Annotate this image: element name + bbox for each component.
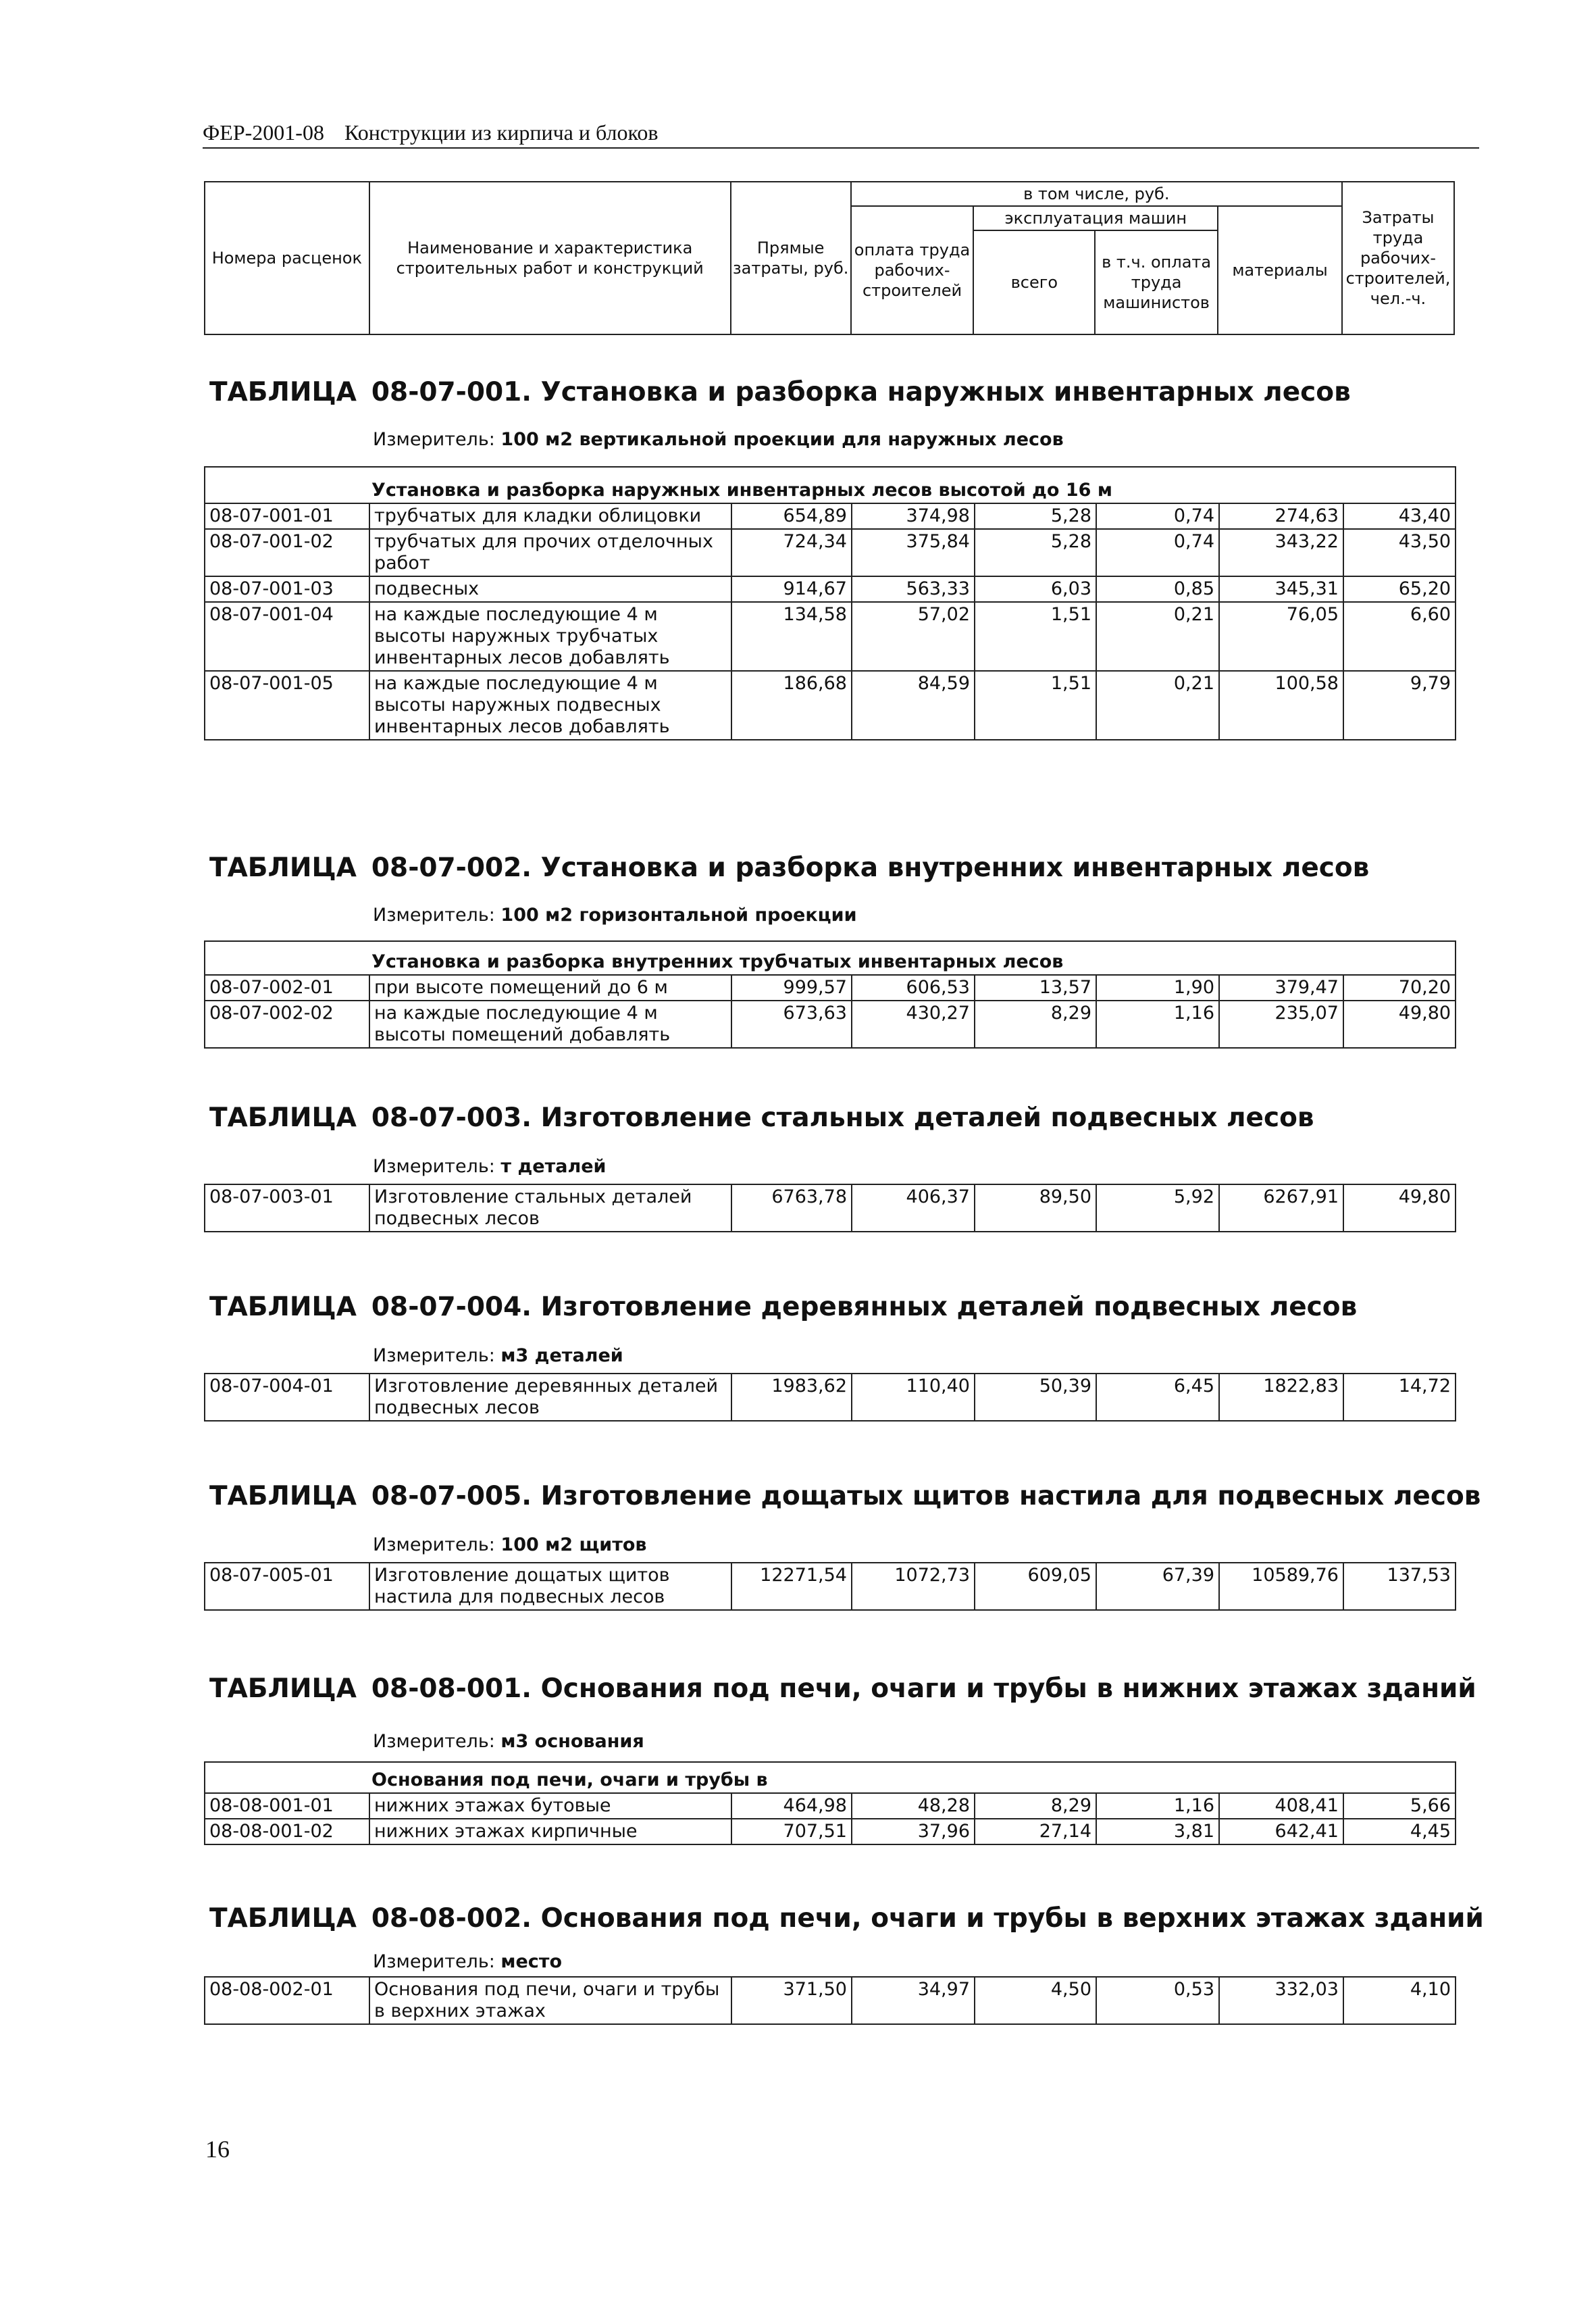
labor: 49,80 — [1343, 1001, 1456, 1048]
meter — [373, 428, 1455, 451]
driver-wages: 0,74 — [1096, 503, 1219, 529]
col-total-header: всего — [973, 230, 1095, 334]
machines-total: 27,14 — [975, 1819, 1096, 1844]
meter-label: Измеритель: — [373, 1731, 495, 1752]
table-row — [205, 671, 1456, 740]
wages: 374,98 — [852, 503, 975, 529]
rates-table — [204, 940, 1456, 1049]
rate-code: 08-08-001-01 — [205, 1793, 369, 1819]
meter-value: м3 деталей — [500, 1345, 623, 1366]
section-title — [209, 851, 1455, 885]
col-name-header: Наименование и характеристика строительных работ и конструкций — [369, 182, 731, 334]
wages: 84,59 — [852, 671, 975, 740]
table-label: ТАБЛИЦА — [209, 1674, 357, 1704]
table-row — [205, 1001, 1456, 1048]
meter — [373, 904, 1455, 927]
table-label: ТАБЛИЦА — [209, 853, 357, 883]
table-id: 08-07-005. — [371, 1481, 532, 1511]
meter — [373, 1730, 1455, 1753]
direct-cost: 1983,62 — [731, 1374, 852, 1421]
rate-name: Изготовление стальных деталей подвесных лесов — [369, 1184, 731, 1232]
materials: 1822,83 — [1219, 1374, 1343, 1421]
rate-name: нижних этажах кирпичные — [369, 1819, 731, 1844]
meter-value: 100 м2 вертикальной проекции для наружных лесов — [500, 429, 1064, 450]
driver-wages: 0,74 — [1096, 529, 1219, 576]
rate-code: 08-07-005-01 — [205, 1563, 369, 1610]
col-code-header: Номера расценок — [205, 182, 369, 334]
table-id: 08-07-004. — [371, 1292, 532, 1322]
machines-total: 4,50 — [975, 1977, 1096, 2024]
machines-total: 1,51 — [975, 602, 1096, 671]
materials: 408,41 — [1219, 1793, 1343, 1819]
direct-cost: 673,63 — [731, 1001, 852, 1048]
labor: 49,80 — [1343, 1184, 1456, 1232]
table-name: Изготовление дощатых щитов настила для подвесных лесов — [540, 1481, 1481, 1511]
meter — [373, 1951, 1455, 1973]
meter — [373, 1344, 1455, 1367]
rate-name: Изготовление дощатых щитов настила для подвесных лесов — [369, 1563, 731, 1610]
direct-cost: 724,34 — [731, 529, 852, 576]
col-direct-header: Прямые затраты, руб. — [731, 182, 851, 334]
rate-code: 08-07-004-01 — [205, 1374, 369, 1421]
table-label: ТАБЛИЦА — [209, 1103, 357, 1133]
meter-value: 100 м2 горизонтальной проекции — [500, 905, 857, 926]
col-machines-header: эксплуатация машин — [973, 206, 1218, 230]
rate-code: 08-07-001-03 — [205, 576, 369, 602]
section-title — [209, 1902, 1484, 1936]
direct-cost: 707,51 — [731, 1819, 852, 1844]
meter — [373, 1534, 1455, 1557]
meter-label: Измеритель: — [373, 429, 495, 450]
meter-label: Измеритель: — [373, 1951, 495, 1972]
wages: 34,97 — [852, 1977, 975, 2024]
rates-table — [204, 466, 1456, 740]
direct-cost: 999,57 — [731, 975, 852, 1001]
labor: 43,40 — [1343, 503, 1456, 529]
table-name: Установка и разборка наружных инвентарных лесов — [540, 377, 1351, 407]
machines-total: 609,05 — [975, 1563, 1096, 1610]
meter-label: Измеритель: — [373, 1534, 495, 1555]
section-title — [209, 1480, 1481, 1513]
rate-name: Изготовление деревянных деталей подвесных лесов — [369, 1374, 731, 1421]
machines-total: 13,57 — [975, 975, 1096, 1001]
direct-cost: 134,58 — [731, 602, 852, 671]
table-row — [205, 503, 1456, 529]
driver-wages: 6,45 — [1096, 1374, 1219, 1421]
driver-wages: 1,16 — [1096, 1001, 1219, 1048]
meter-value: т деталей — [500, 1156, 607, 1177]
rate-code: 08-07-001-01 — [205, 503, 369, 529]
driver-wages: 1,90 — [1096, 975, 1219, 1001]
driver-wages: 3,81 — [1096, 1819, 1219, 1844]
table-id: 08-08-001. — [371, 1674, 532, 1704]
machines-total: 50,39 — [975, 1374, 1096, 1421]
table-row — [205, 529, 1456, 576]
table-id: 08-07-003. — [371, 1103, 532, 1133]
labor: 4,45 — [1343, 1819, 1456, 1844]
driver-wages: 0,85 — [1096, 576, 1219, 602]
table-row — [205, 975, 1456, 1001]
section-08-07-005 — [204, 1480, 1481, 1611]
wages: 110,40 — [852, 1374, 975, 1421]
materials: 642,41 — [1219, 1819, 1343, 1844]
machines-total: 8,29 — [975, 1001, 1096, 1048]
machines-total: 5,28 — [975, 529, 1096, 576]
meter-label: Измеритель: — [373, 1156, 495, 1177]
direct-cost: 914,67 — [731, 576, 852, 602]
section-08-07-001 — [204, 376, 1455, 740]
table-row — [205, 602, 1456, 671]
rate-code: 08-08-002-01 — [205, 1977, 369, 2024]
machines-total: 8,29 — [975, 1793, 1096, 1819]
table-row — [205, 1793, 1456, 1819]
section-title — [209, 1101, 1455, 1135]
wages: 57,02 — [852, 602, 975, 671]
materials: 345,31 — [1219, 576, 1343, 602]
rate-code: 08-07-002-01 — [205, 975, 369, 1001]
section-08-07-002 — [204, 851, 1455, 1049]
rates-table — [204, 1562, 1456, 1611]
table-name: Изготовление деревянных деталей подвесных лесов — [540, 1292, 1358, 1322]
col-materials-header: материалы — [1218, 206, 1342, 334]
table-row — [205, 1374, 1456, 1421]
running-header — [203, 119, 1479, 149]
labor: 6,60 — [1343, 602, 1456, 671]
labor: 137,53 — [1343, 1563, 1456, 1610]
table-name: Установка и разборка внутренних инвентарных лесов — [540, 853, 1370, 883]
meter-value: 100 м2 щитов — [500, 1534, 647, 1555]
section-08-08-001 — [204, 1672, 1476, 1845]
rate-name: трубчатых для прочих отделочных работ — [369, 529, 731, 576]
rate-name: на каждые последующие 4 м высоты помещений добавлять — [369, 1001, 731, 1048]
section-08-07-003 — [204, 1101, 1455, 1232]
rate-code: 08-07-001-04 — [205, 602, 369, 671]
wages: 606,53 — [852, 975, 975, 1001]
section-08-07-004 — [204, 1290, 1455, 1422]
table-label: ТАБЛИЦА — [209, 1903, 357, 1934]
document-title: Конструкции из кирпича и блоков — [344, 120, 659, 145]
document-code: ФЕР-2001-08 — [203, 120, 324, 145]
labor: 9,79 — [1343, 671, 1456, 740]
section-title — [209, 1290, 1455, 1324]
direct-cost: 464,98 — [731, 1793, 852, 1819]
table-name: Основания под печи, очаги и трубы в верхних этажах зданий — [540, 1903, 1484, 1934]
section-08-08-002 — [204, 1902, 1484, 2025]
direct-cost: 654,89 — [731, 503, 852, 529]
col-labor-header: Затраты труда рабочих-строителей, чел.-ч. — [1342, 182, 1454, 334]
subheading: Установка и разборка внутренних трубчатых инвентарных лесов — [205, 941, 1456, 975]
page-number: 16 — [205, 2136, 230, 2163]
section-title — [209, 376, 1455, 409]
driver-wages: 0,21 — [1096, 671, 1219, 740]
rate-code: 08-07-002-02 — [205, 1001, 369, 1048]
wages: 430,27 — [852, 1001, 975, 1048]
rate-code: 08-07-001-05 — [205, 671, 369, 740]
wages: 37,96 — [852, 1819, 975, 1844]
wages: 1072,73 — [852, 1563, 975, 1610]
machines-total: 6,03 — [975, 576, 1096, 602]
table-label: ТАБЛИЦА — [209, 1481, 357, 1511]
subheading: Установка и разборка наружных инвентарных лесов высотой до 16 м — [205, 467, 1456, 503]
driver-wages: 67,39 — [1096, 1563, 1219, 1610]
materials: 10589,76 — [1219, 1563, 1343, 1610]
materials: 235,07 — [1219, 1001, 1343, 1048]
rates-table — [204, 1184, 1456, 1232]
machines-total: 1,51 — [975, 671, 1096, 740]
wages: 563,33 — [852, 576, 975, 602]
rate-code: 08-08-001-02 — [205, 1819, 369, 1844]
table-row — [205, 1184, 1456, 1232]
rate-name: нижних этажах бутовые — [369, 1793, 731, 1819]
materials: 274,63 — [1219, 503, 1343, 529]
rates-table — [204, 1976, 1456, 2025]
table-row — [205, 1819, 1456, 1844]
direct-cost: 6763,78 — [731, 1184, 852, 1232]
materials: 343,22 — [1219, 529, 1343, 576]
rates-table — [204, 1373, 1456, 1422]
driver-wages: 5,92 — [1096, 1184, 1219, 1232]
table-row — [205, 1977, 1456, 2024]
labor: 14,72 — [1343, 1374, 1456, 1421]
meter-label: Измеритель: — [373, 905, 495, 926]
direct-cost: 371,50 — [731, 1977, 852, 2024]
materials: 100,58 — [1219, 671, 1343, 740]
machines-total: 5,28 — [975, 503, 1096, 529]
subheading: Основания под печи, очаги и трубы в — [205, 1762, 1456, 1793]
rate-code: 08-07-001-02 — [205, 529, 369, 576]
rates-table — [204, 1761, 1456, 1845]
meter-value: м3 основания — [500, 1731, 644, 1752]
rate-name: при высоте помещений до 6 м — [369, 975, 731, 1001]
rate-name: на каждые последующие 4 м высоты наружных трубчатых инвентарных лесов добавлять — [369, 602, 731, 671]
labor: 65,20 — [1343, 576, 1456, 602]
column-header-table — [204, 181, 1455, 335]
table-id: 08-07-001. — [371, 377, 532, 407]
direct-cost: 12271,54 — [731, 1563, 852, 1610]
wages: 48,28 — [852, 1793, 975, 1819]
table-label: ТАБЛИЦА — [209, 1292, 357, 1322]
labor: 43,50 — [1343, 529, 1456, 576]
machines-total: 89,50 — [975, 1184, 1096, 1232]
materials: 379,47 — [1219, 975, 1343, 1001]
driver-wages: 0,53 — [1096, 1977, 1219, 2024]
driver-wages: 1,16 — [1096, 1793, 1219, 1819]
col-wages-header: оплата труда рабочих-строителей — [851, 206, 974, 334]
col-driver-header: в т.ч. оплата труда машинистов — [1095, 230, 1218, 334]
rate-name: Основания под печи, очаги и трубы в верхних этажах — [369, 1977, 731, 2024]
meter-label: Измеритель: — [373, 1345, 495, 1366]
table-id: 08-07-002. — [371, 853, 532, 883]
rate-name: подвесных — [369, 576, 731, 602]
materials: 6267,91 — [1219, 1184, 1343, 1232]
rate-name: трубчатых для кладки облицовки — [369, 503, 731, 529]
rate-name: на каждые последующие 4 м высоты наружных подвесных инвентарных лесов добавлять — [369, 671, 731, 740]
labor: 70,20 — [1343, 975, 1456, 1001]
labor: 5,66 — [1343, 1793, 1456, 1819]
driver-wages: 0,21 — [1096, 602, 1219, 671]
wages: 375,84 — [852, 529, 975, 576]
direct-cost: 186,68 — [731, 671, 852, 740]
materials: 332,03 — [1219, 1977, 1343, 2024]
materials: 76,05 — [1219, 602, 1343, 671]
meter — [373, 1155, 1455, 1178]
table-id: 08-08-002. — [371, 1903, 532, 1934]
col-incl-header: в том числе, руб. — [851, 182, 1342, 206]
labor: 4,10 — [1343, 1977, 1456, 2024]
table-name: Изготовление стальных деталей подвесных лесов — [540, 1103, 1314, 1133]
table-row — [205, 1563, 1456, 1610]
table-label: ТАБЛИЦА — [209, 377, 357, 407]
meter-value: место — [500, 1951, 563, 1972]
wages: 406,37 — [852, 1184, 975, 1232]
table-row — [205, 576, 1456, 602]
rate-code: 08-07-003-01 — [205, 1184, 369, 1232]
table-name: Основания под печи, очаги и трубы в нижних этажах зданий — [540, 1674, 1476, 1704]
section-title — [209, 1672, 1476, 1706]
